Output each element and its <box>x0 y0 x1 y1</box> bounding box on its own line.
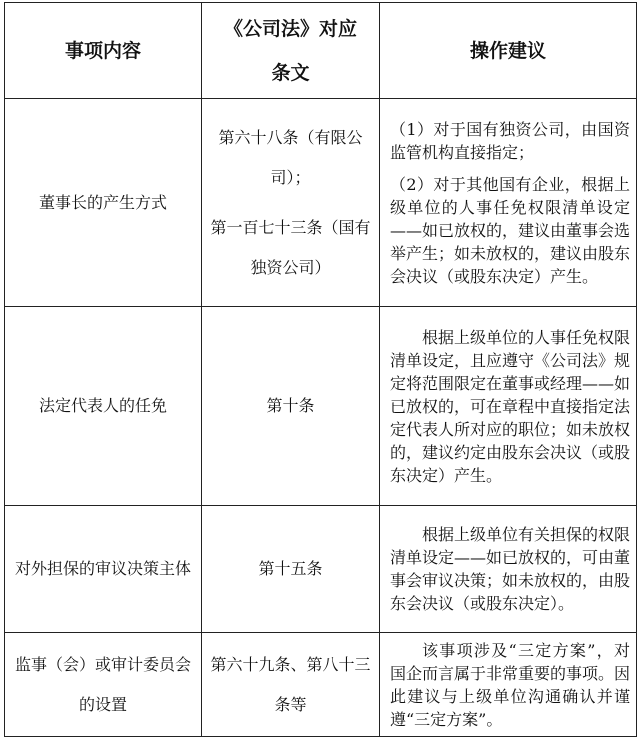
law-text: 第六十九条、第八十三条等 <box>210 654 371 714</box>
item-cell: 法定代表人的任免 <box>5 307 202 506</box>
law-cell <box>202 99 380 307</box>
advice-text: 根据上级单位的人事任免权限清单设定，且应遵守《公司法》规定将范围限定在董事或经理——如已放权的，可在章程中直接指定法定代表人所对应的职位；如未放权的，建议约定由股东会决议（或股东决定）产生。 <box>390 327 631 485</box>
table-row <box>5 633 637 737</box>
advice-cell <box>380 633 637 737</box>
header-law: 《公司法》对应条文 <box>202 3 380 99</box>
law-text: 第六十八条（有限公司）； <box>218 127 363 187</box>
table-row <box>5 99 637 307</box>
law-text: 第一百七十三条（国有独资公司） <box>210 217 371 277</box>
advice-cell <box>380 99 637 307</box>
advice-text: 该事项涉及“三定方案”，对国企而言属于非常重要的事项。因此建议与上级单位沟通确认并谨遵“三定方案”。 <box>390 640 631 729</box>
header-advice: 操作建议 <box>380 3 637 99</box>
law-cell <box>202 506 380 633</box>
advice-text: （1）对于国有独资公司，由国资监管机构直接指定； <box>390 119 630 162</box>
table-row <box>5 506 637 633</box>
item-cell: 董事长的产生方式 <box>5 99 202 307</box>
advice-cell <box>380 307 637 506</box>
table-header-row <box>5 3 637 99</box>
table-row <box>5 307 637 506</box>
law-text: 第十五条 <box>258 559 323 578</box>
law-text: 第十条 <box>266 396 315 415</box>
advice-text: 根据上级单位有关担保的权限清单设定——如已放权的，可由董事会审议决策；如未放权的，由股东会决议（或股东决定）。 <box>390 525 631 613</box>
law-cell <box>202 633 380 737</box>
item-cell: 监事（会）或审计委员会的设置 <box>5 633 202 737</box>
law-cell <box>202 307 380 506</box>
regulation-table <box>4 2 637 737</box>
item-cell: 对外担保的审议决策主体 <box>5 506 202 633</box>
header-item: 事项内容 <box>5 3 202 99</box>
advice-cell <box>380 506 637 633</box>
advice-text: （2）对于其他国有企业，根据上级单位的人事任免权限清单设定——如已放权的，建议由董事会选举产生；如未放权的，建议由股东会决议（或股东决定）产生。 <box>390 174 631 286</box>
